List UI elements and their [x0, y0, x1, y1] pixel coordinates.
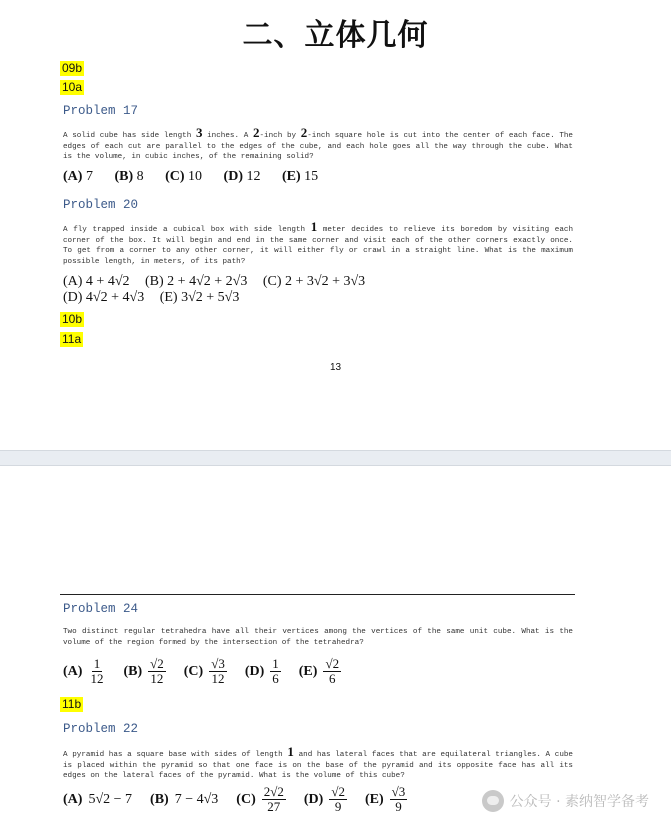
choice-label: (B)	[123, 663, 143, 679]
watermark-text: 公众号 · 素纳智学备考	[509, 794, 649, 810]
document-page-2	[0, 467, 671, 826]
problem-24-title: Problem 24	[63, 602, 139, 616]
problem-24-choices	[63, 657, 359, 686]
choice-label: (C)	[183, 663, 204, 679]
tag-11b: 11b	[62, 697, 82, 711]
denominator: 6	[272, 671, 279, 686]
choice-b	[114, 169, 143, 185]
problem-20-text-part: A fly trapped inside a cubical box with side length	[63, 226, 311, 234]
choice-a	[63, 657, 105, 686]
header-rule	[60, 594, 575, 595]
tag-10b: 10b	[62, 312, 83, 326]
problem-20-choices-row-1	[63, 274, 377, 290]
problem-17-text-part: A solid cube has side length	[63, 132, 196, 140]
choice-d	[304, 785, 347, 814]
choice-b	[123, 657, 165, 686]
denominator: 9	[395, 799, 402, 814]
choice-label: (E)	[364, 791, 384, 807]
denominator: 12	[150, 671, 164, 686]
fraction	[323, 657, 341, 686]
denominator: 12	[211, 671, 225, 686]
choice-d: (D) 4√2 + 4√3	[63, 290, 145, 305]
numerator: 1	[272, 656, 279, 671]
problem-20-text-part: meter decides to relieve its boredom by visiting each corner of the box. It will begin and end in the same corner and visit each of the other corners exactly once. To get from a corner to any other corner, it will either fly or crawl in a straight line. What is the maximum possible length, in meters, of its path?	[63, 226, 574, 266]
choice-c	[165, 169, 202, 185]
page-title: 二、立体几何	[242, 18, 429, 53]
problem-24-text: Two distinct regular tetrahedra have all their vertices among the vertices of the same unit cube. What is the volume of the region formed by the intersection of the tetrahedra?	[63, 628, 573, 647]
numerator: √2	[325, 656, 340, 671]
tag-11a: 11a	[62, 332, 82, 346]
numerator: √3	[391, 784, 406, 799]
problem-22-title: Problem 22	[63, 722, 139, 736]
problem-20-choices-row-2	[63, 290, 251, 306]
tag-10a: 10a	[62, 80, 83, 94]
numerator: 2√2	[263, 784, 284, 799]
choice-label: (A)	[63, 169, 83, 184]
choice-label: (C)	[165, 169, 185, 184]
fraction	[88, 657, 105, 686]
choice-value: 8	[136, 169, 144, 184]
choice-value: 15	[304, 169, 319, 184]
problem-20-number: 1	[310, 219, 318, 234]
problem-22-number: 1	[287, 744, 294, 759]
choice-label: (B)	[150, 791, 169, 807]
page-number: 13	[329, 362, 342, 373]
choice-d	[245, 657, 281, 686]
choice-c	[236, 785, 286, 814]
choice-value: 10	[188, 169, 203, 184]
wechat-icon	[482, 790, 504, 812]
fraction	[262, 785, 286, 814]
numerator: √2	[331, 784, 345, 799]
denominator: 9	[334, 799, 342, 814]
fraction	[209, 657, 227, 686]
choice-a	[63, 169, 93, 185]
choice-label: (A)	[63, 663, 83, 679]
denominator: 27	[267, 799, 281, 814]
choice-label: (D)	[223, 169, 243, 184]
problem-22-choices	[63, 785, 425, 814]
problem-22-text-part: A pyramid has a square base with sides of length	[63, 751, 288, 759]
fraction	[148, 657, 166, 686]
denominator: 12	[90, 671, 104, 686]
problem-17-number: 2	[300, 125, 308, 140]
choice-c	[184, 657, 227, 686]
choice-value: 12	[246, 169, 261, 184]
choice-label: (B)	[114, 169, 134, 184]
choice-b	[150, 792, 218, 808]
choice-label: (C)	[236, 791, 256, 807]
choice-label: (A)	[63, 791, 83, 807]
choice-d	[224, 169, 261, 185]
problem-17-text-part: -inch square hole is cut into the center of each face. The edges of each cut are parallel to the edges of the cube, and each hole goes all the way through the cube. What is the volume, in cubic inches, of the remaining solid?	[63, 132, 573, 162]
problem-22-text	[63, 744, 573, 782]
choice-e	[282, 169, 318, 185]
problem-22-text-part: and has lateral faces that are equilateral triangles. A cube is placed within the pyramid so that one face is on the base of the pyramid and its opposite face has all its edges on the lateral faces of the pyramid. What is the volume of this cube?	[63, 751, 573, 781]
fraction	[329, 785, 347, 814]
page-separator	[0, 450, 671, 466]
numerator: 1	[93, 656, 101, 671]
choice-e	[365, 785, 407, 814]
fraction	[390, 785, 408, 814]
choice-label: (D)	[244, 663, 265, 679]
choice-c: (C) 2 + 3√2 + 3√3	[262, 274, 366, 289]
problem-17-text-part: inches. A	[202, 132, 253, 140]
watermark	[482, 790, 649, 812]
choice-value: 7 − 4√3	[174, 791, 219, 807]
problem-17-number: 2	[252, 125, 260, 140]
choice-a	[63, 792, 132, 808]
denominator: 6	[329, 671, 336, 686]
numerator: √2	[150, 656, 164, 671]
choice-value: 5√2 − 7	[88, 791, 133, 807]
problem-20-text	[63, 219, 574, 267]
choice-label: (E)	[281, 169, 301, 184]
problem-17-text	[63, 125, 573, 163]
choice-e: (E) 3√2 + 5√3	[159, 290, 240, 305]
choice-b: (B) 2 + 4√2 + 2√3	[145, 274, 248, 289]
problem-17-title: Problem 17	[63, 104, 139, 118]
choice-e	[299, 657, 341, 686]
problem-17-number: 3	[195, 125, 203, 140]
problem-17-choices	[63, 169, 336, 185]
tag-09b: 09b	[62, 61, 83, 75]
choice-a: (A) 4 + 4√2	[63, 274, 130, 289]
problem-17-text-part: -inch by	[259, 132, 301, 140]
numerator: √3	[211, 656, 225, 671]
choice-value: 7	[85, 169, 93, 184]
fraction	[270, 657, 281, 686]
choice-label: (E)	[298, 663, 318, 679]
choice-label: (D)	[303, 791, 324, 807]
problem-20-title: Problem 20	[63, 198, 139, 212]
